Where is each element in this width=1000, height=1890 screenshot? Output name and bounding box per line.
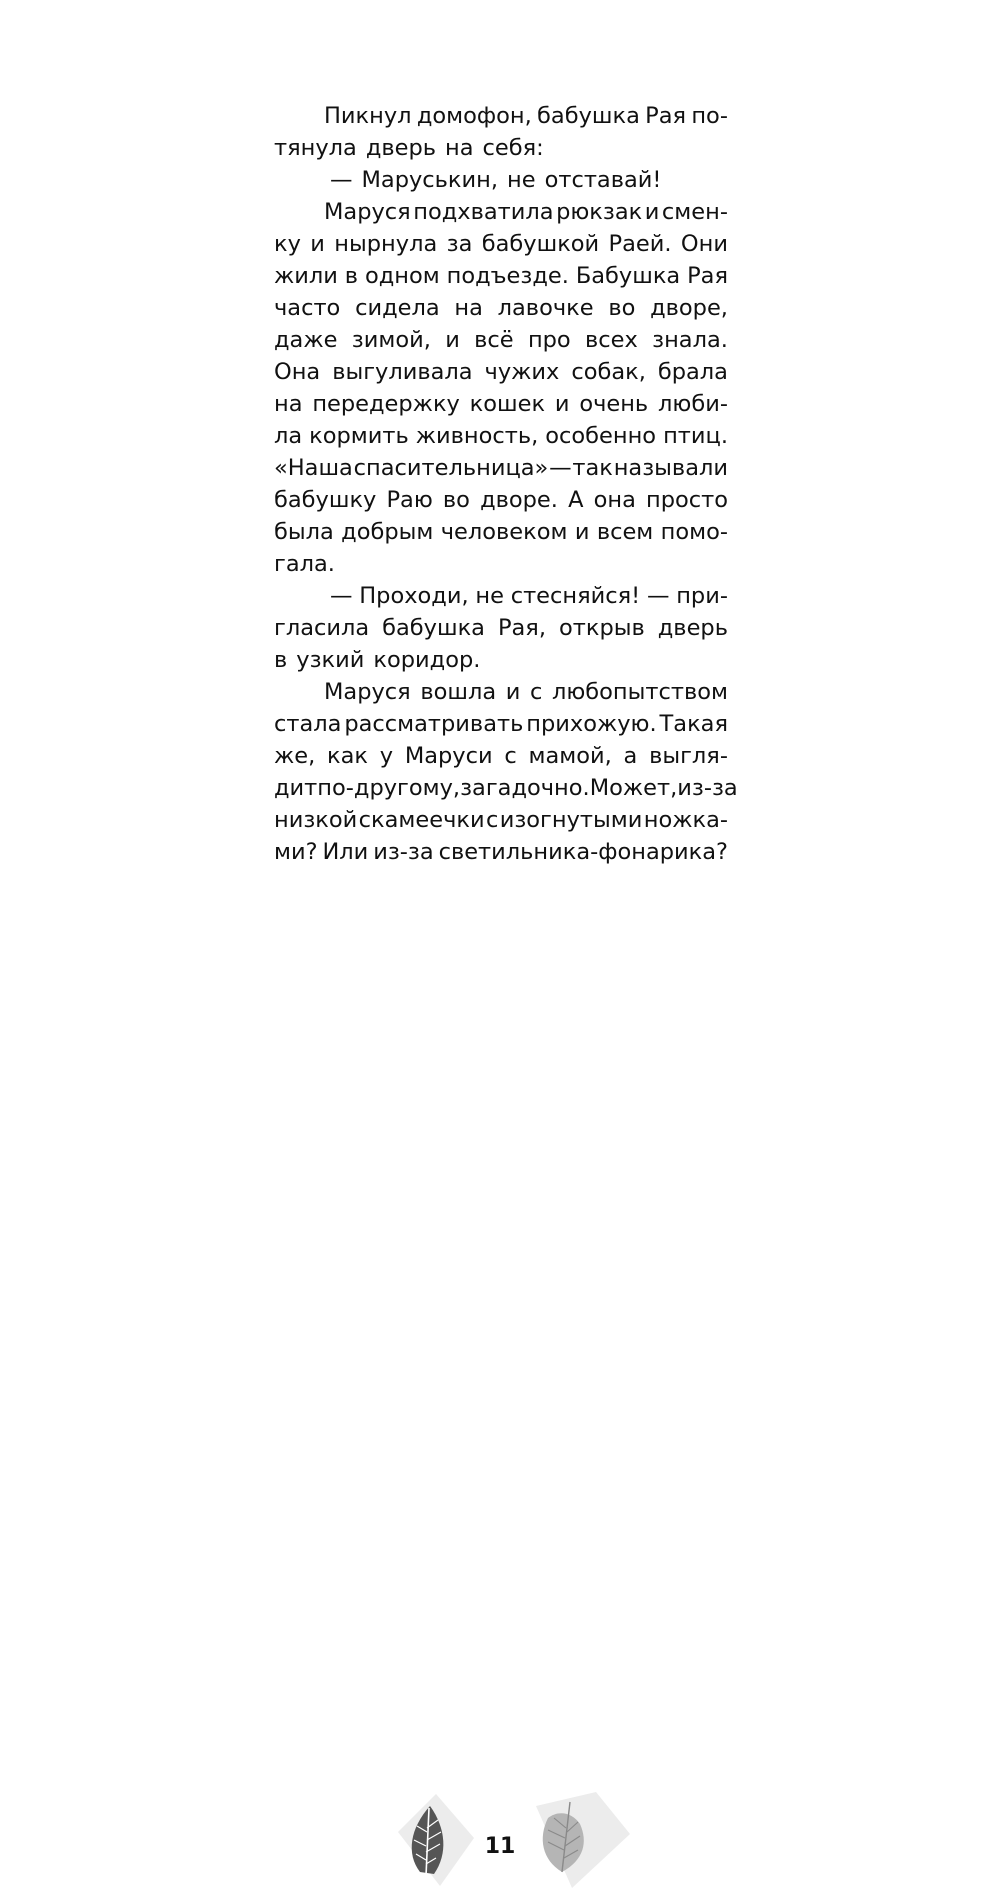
- text-word: Маруськин,: [361, 167, 499, 193]
- text-line: [274, 772, 738, 804]
- text-word: бабушку: [274, 487, 377, 513]
- text-word: а: [623, 743, 638, 769]
- text-word: дит: [274, 775, 318, 801]
- text-word: живность,: [415, 423, 539, 449]
- text-word: лавочке: [497, 295, 594, 321]
- text-word: дверь: [657, 615, 728, 641]
- text-word: из-за: [677, 775, 738, 801]
- text-word: добрым: [341, 519, 434, 545]
- text-word: во: [442, 487, 470, 513]
- text-word: выгуливала: [332, 359, 473, 385]
- text-word: на: [445, 135, 474, 161]
- text-word: кошек: [469, 391, 546, 417]
- text-line: [274, 292, 728, 324]
- page-footer: [0, 900, 1000, 1859]
- text-word: Она: [274, 359, 321, 385]
- text-word: Рая: [687, 263, 728, 289]
- text-word: вошла: [420, 679, 497, 705]
- text-word: Проходи,: [359, 583, 469, 609]
- text-word: с: [504, 743, 517, 769]
- text-word: человеком: [440, 519, 568, 545]
- text-word: бабушка: [537, 103, 640, 129]
- text-word: подхватила: [413, 199, 554, 225]
- text-word: на: [274, 391, 303, 417]
- text-word: —: [330, 167, 353, 193]
- text-word: тянула: [274, 135, 357, 161]
- text-word: нырнула: [334, 231, 438, 257]
- text-word: же,: [274, 743, 316, 769]
- text-word: особенно: [545, 423, 657, 449]
- text-word: «Наша: [274, 455, 353, 481]
- text-word: и: [310, 231, 325, 257]
- text-word: отставай!: [544, 167, 662, 193]
- text-word: за: [446, 231, 473, 257]
- text-line: [274, 740, 728, 772]
- text-word: помо-: [660, 519, 728, 545]
- text-word: Такая: [659, 711, 728, 737]
- text-line: [274, 676, 728, 708]
- text-word: и: [644, 199, 660, 225]
- text-word: спасительница»: [353, 455, 549, 481]
- text-word: Раей.: [608, 231, 672, 257]
- text-word: прихожую.: [526, 711, 657, 737]
- text-word: при-: [676, 583, 728, 609]
- text-word: брала: [657, 359, 728, 385]
- text-word: всё: [474, 327, 514, 353]
- dark-leaf-icon: [396, 1792, 476, 1888]
- text-word: очень: [579, 391, 649, 417]
- text-word: дверь: [365, 135, 437, 161]
- text-word: зимой,: [351, 327, 431, 353]
- text-line: [274, 388, 728, 420]
- text-word: открыв: [558, 615, 645, 641]
- text-word: Раю: [386, 487, 433, 513]
- text-word: рассматривать: [344, 711, 524, 737]
- text-word: бабушкой: [481, 231, 600, 257]
- text-word: и: [505, 679, 521, 705]
- text-word: коридор.: [373, 647, 481, 673]
- text-word: по-: [691, 103, 728, 129]
- text-word: выгля-: [649, 743, 728, 769]
- text-line: [274, 708, 728, 740]
- text-word: Или: [322, 839, 369, 865]
- text-word: Рая: [645, 103, 687, 129]
- text-word: чужих: [484, 359, 560, 385]
- text-word: в: [274, 647, 288, 673]
- text-word: ла: [274, 423, 303, 449]
- story-text: [274, 100, 738, 868]
- text-word: домофон,: [416, 103, 532, 129]
- text-word: не: [507, 167, 536, 193]
- text-word: —: [330, 583, 353, 609]
- text-word: с: [485, 807, 499, 833]
- text-line: [274, 452, 728, 484]
- text-word: низкой: [274, 807, 358, 833]
- text-word: ножка-: [643, 807, 728, 833]
- text-line: [274, 516, 728, 548]
- text-line: [274, 484, 728, 516]
- text-word: всех: [585, 327, 638, 353]
- text-word: Может,: [589, 775, 678, 801]
- text-word: гала.: [274, 551, 335, 577]
- text-line: [274, 612, 728, 644]
- text-word: птиц.: [663, 423, 728, 449]
- text-word: и: [574, 519, 590, 545]
- text-word: стала: [274, 711, 342, 737]
- text-word: не: [475, 583, 504, 609]
- text-word: Маруся: [324, 679, 411, 705]
- text-line: [274, 196, 728, 228]
- text-word: светильника-фонарика?: [438, 839, 728, 865]
- text-word: собак,: [571, 359, 646, 385]
- text-word: из-за: [373, 839, 434, 865]
- text-word: рюкзак: [556, 199, 643, 225]
- text-word: смен-: [661, 199, 728, 225]
- text-word: на: [454, 295, 483, 321]
- text-word: называли: [613, 455, 728, 481]
- text-word: люби-: [658, 391, 728, 417]
- text-line: [274, 420, 728, 452]
- page-number: 11: [484, 1834, 516, 1859]
- text-line: [274, 644, 728, 676]
- text-word: А: [568, 487, 584, 513]
- text-word: и: [445, 327, 460, 353]
- text-word: как: [327, 743, 368, 769]
- text-word: во: [608, 295, 636, 321]
- text-line: [274, 548, 728, 580]
- text-line: [274, 100, 728, 132]
- text-word: ку: [274, 231, 301, 257]
- light-leaf-icon: [522, 1788, 632, 1890]
- text-word: ми?: [274, 839, 318, 865]
- text-word: мамой,: [528, 743, 612, 769]
- text-word: передержку: [312, 391, 460, 417]
- text-word: кормить: [309, 423, 409, 449]
- text-word: изогнутыми: [499, 807, 643, 833]
- text-word: в: [344, 263, 359, 289]
- text-word: гласила: [274, 615, 370, 641]
- text-word: была: [274, 519, 334, 545]
- text-word: так: [572, 455, 613, 481]
- text-word: скамеечки: [358, 807, 485, 833]
- text-word: Маруси: [404, 743, 493, 769]
- text-word: загадочно.: [460, 775, 590, 801]
- text-word: одном: [364, 263, 440, 289]
- text-word: про: [527, 327, 571, 353]
- text-word: узкий: [296, 647, 365, 673]
- text-word: с: [529, 679, 543, 705]
- text-word: и: [554, 391, 570, 417]
- text-word: дворе.: [480, 487, 558, 513]
- text-line: [274, 324, 728, 356]
- text-word: бабушка: [382, 615, 485, 641]
- text-word: просто: [645, 487, 728, 513]
- text-word: Бабушка: [575, 263, 681, 289]
- text-word: по-другому,: [317, 775, 461, 801]
- text-word: Маруся: [324, 199, 411, 225]
- text-line: [274, 836, 728, 868]
- text-word: подъезде.: [446, 263, 569, 289]
- text-line: [274, 260, 728, 292]
- text-line: [274, 132, 728, 164]
- text-word: —: [646, 583, 670, 609]
- text-word: всем: [596, 519, 654, 545]
- text-word: стесняйся!: [510, 583, 641, 609]
- text-word: любопытством: [551, 679, 728, 705]
- text-word: знала.: [652, 327, 728, 353]
- text-word: —: [549, 455, 572, 481]
- text-word: Они: [680, 231, 728, 257]
- text-word: даже: [274, 327, 338, 353]
- text-line: [274, 804, 728, 836]
- text-line: [274, 228, 728, 260]
- text-word: у: [379, 743, 394, 769]
- text-line: [274, 580, 728, 612]
- text-word: часто: [274, 295, 341, 321]
- text-word: жили: [274, 263, 338, 289]
- text-word: Пикнул: [324, 103, 412, 129]
- text-word: себя:: [482, 135, 544, 161]
- text-word: она: [593, 487, 636, 513]
- text-word: Рая,: [497, 615, 546, 641]
- text-word: сидела: [355, 295, 440, 321]
- text-line: [274, 164, 728, 196]
- text-line: [274, 356, 728, 388]
- text-word: дворе,: [650, 295, 728, 321]
